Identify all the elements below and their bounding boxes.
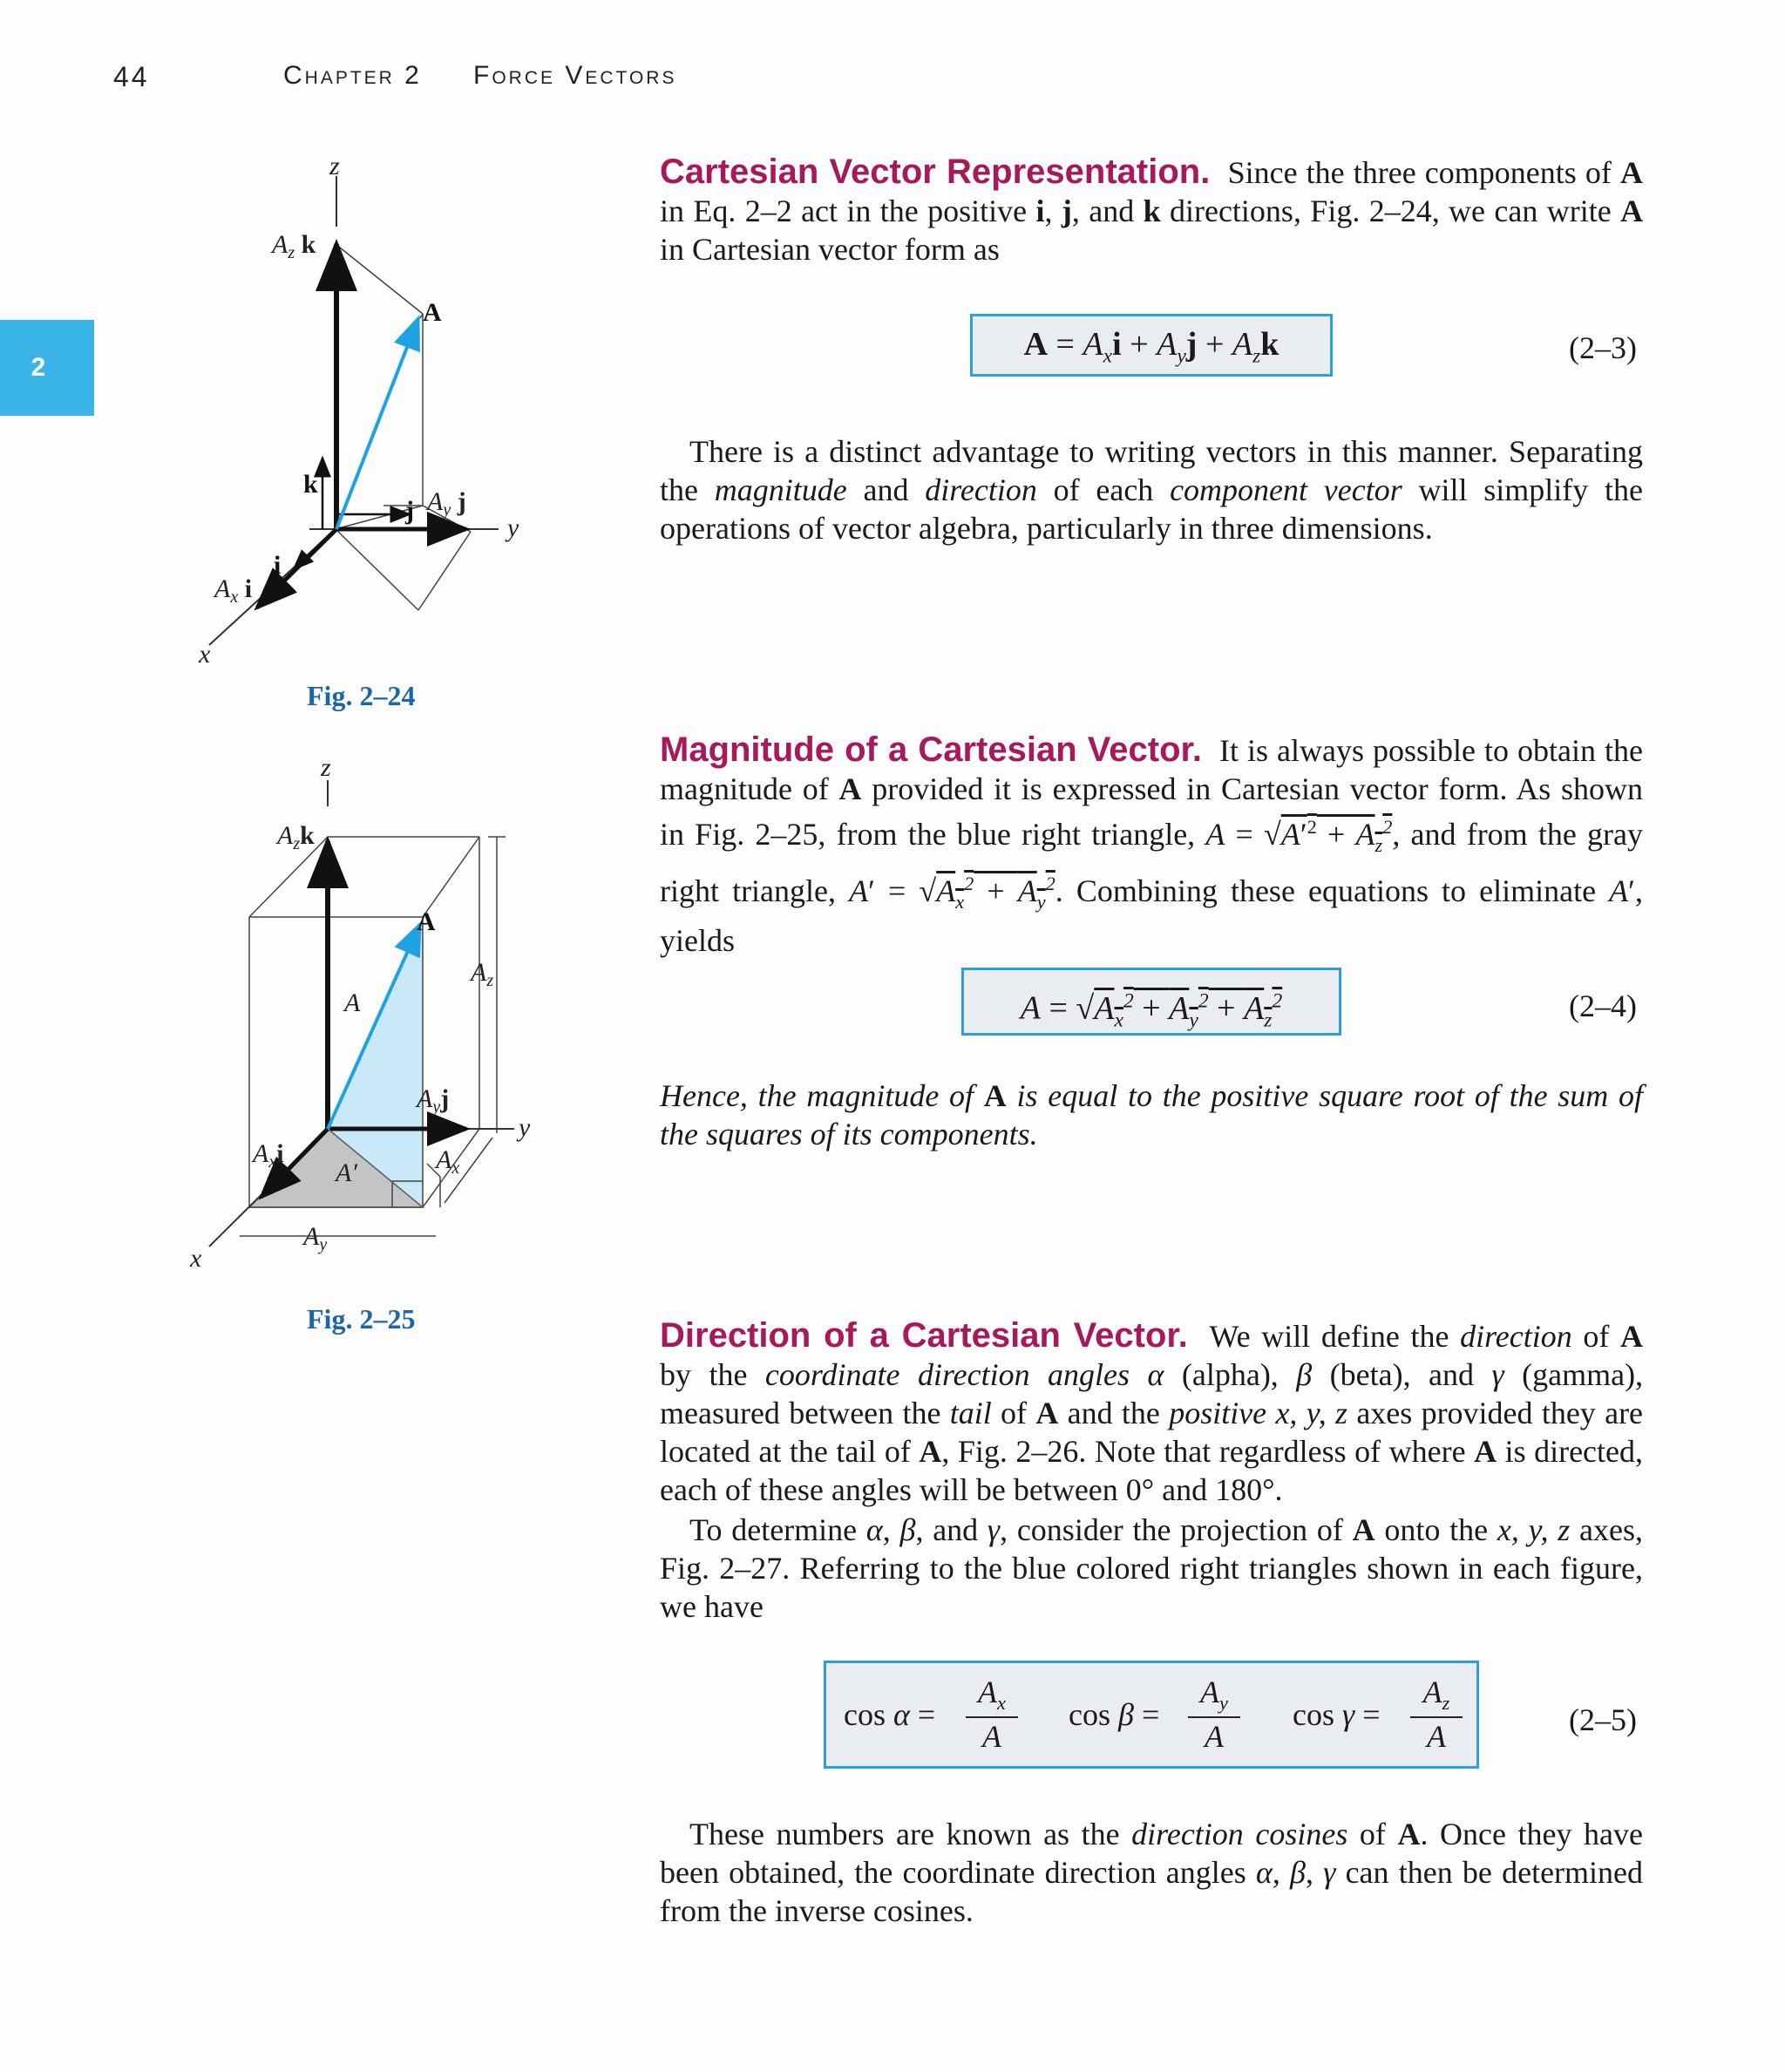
- svg-text:A: A: [417, 907, 436, 936]
- svg-text:Az k: $A_z$ k: [272, 230, 316, 262]
- svg-text:x: x: [190, 1244, 202, 1273]
- svg-text:A′: A′: [336, 1158, 357, 1187]
- figure-2-24-caption: Fig. 2–24: [307, 680, 416, 711]
- svg-text:Axi: $A_xi$: [253, 1139, 284, 1172]
- section-heading: Direction of a Cartesian Vector.: [660, 1316, 1188, 1355]
- chapter-tab-label: 2: [31, 353, 46, 382]
- section-direction: Direction of a Cartesian Vector. We will define the direction of A by the coordinate direction angles α (alpha), β (beta), and γ (gamma), measured between the tail of A and the positive x, y, z axes provided they are located at the tail of A, Fig. 2–26. Note that regardless of where A is directed, each of these angles will be between 0° and 180°.: [660, 1316, 1644, 1507]
- svg-text:z: z: [321, 754, 331, 782]
- equation-number: (2–5): [1569, 1702, 1637, 1737]
- section-heading: Cartesian Vector Representation.: [660, 153, 1211, 191]
- svg-text:z: z: [329, 157, 340, 180]
- paragraph: To determine α, β, and γ, consider the projection of A onto the x, y, z axes, Fig. 2–27. Referring to the blue colored right triangles shown in each figure, we have: [660, 1512, 1643, 1624]
- page-number: 44: [113, 61, 150, 92]
- magnitude-statement: Hence, the magnitude of A is equal to the positive square root of the sum of the squares of its components.: [660, 1078, 1644, 1151]
- chapter-label: Chapter 2: [283, 61, 422, 90]
- svg-text:Ay j: $A_y$ j: [427, 487, 466, 520]
- svg-text:y: y: [519, 1113, 531, 1142]
- chapter-title: Force Vectors: [473, 61, 677, 90]
- svg-text:Ax: $A_x$: [436, 1145, 460, 1178]
- svg-text:i: i: [274, 551, 282, 580]
- svg-text:Ayj: $A_yj$: [417, 1084, 450, 1117]
- paragraph: These numbers are known as the direction cosines of A. Once they have been obtained, the coordinate direction angles α, β, γ can then be determined from the inverse cosines.: [660, 1817, 1644, 1928]
- equation-2-5: cos α = $A_x$ A cos β = $A_y$ A cos γ = $A_z$ A: [824, 1661, 1479, 1769]
- figure-2-25-caption: Fig. 2–25: [307, 1303, 416, 1335]
- paragraph: There is a distinct advantage to writing vectors in this manner. Separating the magnitude and direction of each component vector will simplify the operations of vector algebra, particularly in three dimensions.: [660, 434, 1644, 546]
- svg-text:k: k: [303, 470, 318, 499]
- section-cartesian-representation: Cartesian Vector Representation. Since the three components of A in Eq. 2–2 act in the positive i, j, and k directions, Fig. 2–24, we can write A in Cartesian vector form as: [660, 153, 1644, 267]
- svg-text:j: j: [405, 496, 414, 525]
- svg-text:Az: $A_z$: [471, 958, 494, 990]
- equation-number: (2–4): [1569, 988, 1637, 1023]
- svg-text:Azk: $A_zk$: [277, 821, 315, 853]
- svg-text:y: y: [507, 513, 519, 542]
- svg-text:A: A: [423, 298, 442, 327]
- svg-text:A: A: [344, 988, 361, 1017]
- section-magnitude: Magnitude of a Cartesian Vector. It is always possible to obtain the magnitude of A provided it is expressed in Cartesian vector form. As shown in Fig. 2–25, from the blue right triangle, $A = √A'^2 + A_z^2$, and from the gray right triangle, $A' = √A_x^2 + A_y^2$. Combining these equations to eliminate A′, yields: [660, 730, 1644, 959]
- equation-2-3: $A = A_xi + A_yj + A_zk$: [970, 314, 1333, 377]
- figure-2-24: [174, 157, 575, 680]
- svg-text:Ax i: $A_x$ i: [214, 574, 253, 607]
- section-heading: Magnitude of a Cartesian Vector.: [660, 730, 1202, 769]
- equation-number: (2–3): [1569, 330, 1637, 365]
- svg-text:x: x: [199, 640, 211, 669]
- figure-2-25: [174, 754, 575, 1277]
- svg-text:Ay: $A_y$: [303, 1222, 328, 1254]
- equation-2-4: $A = √A_x^2 + A_y^2 + A_z^2$: [961, 968, 1341, 1036]
